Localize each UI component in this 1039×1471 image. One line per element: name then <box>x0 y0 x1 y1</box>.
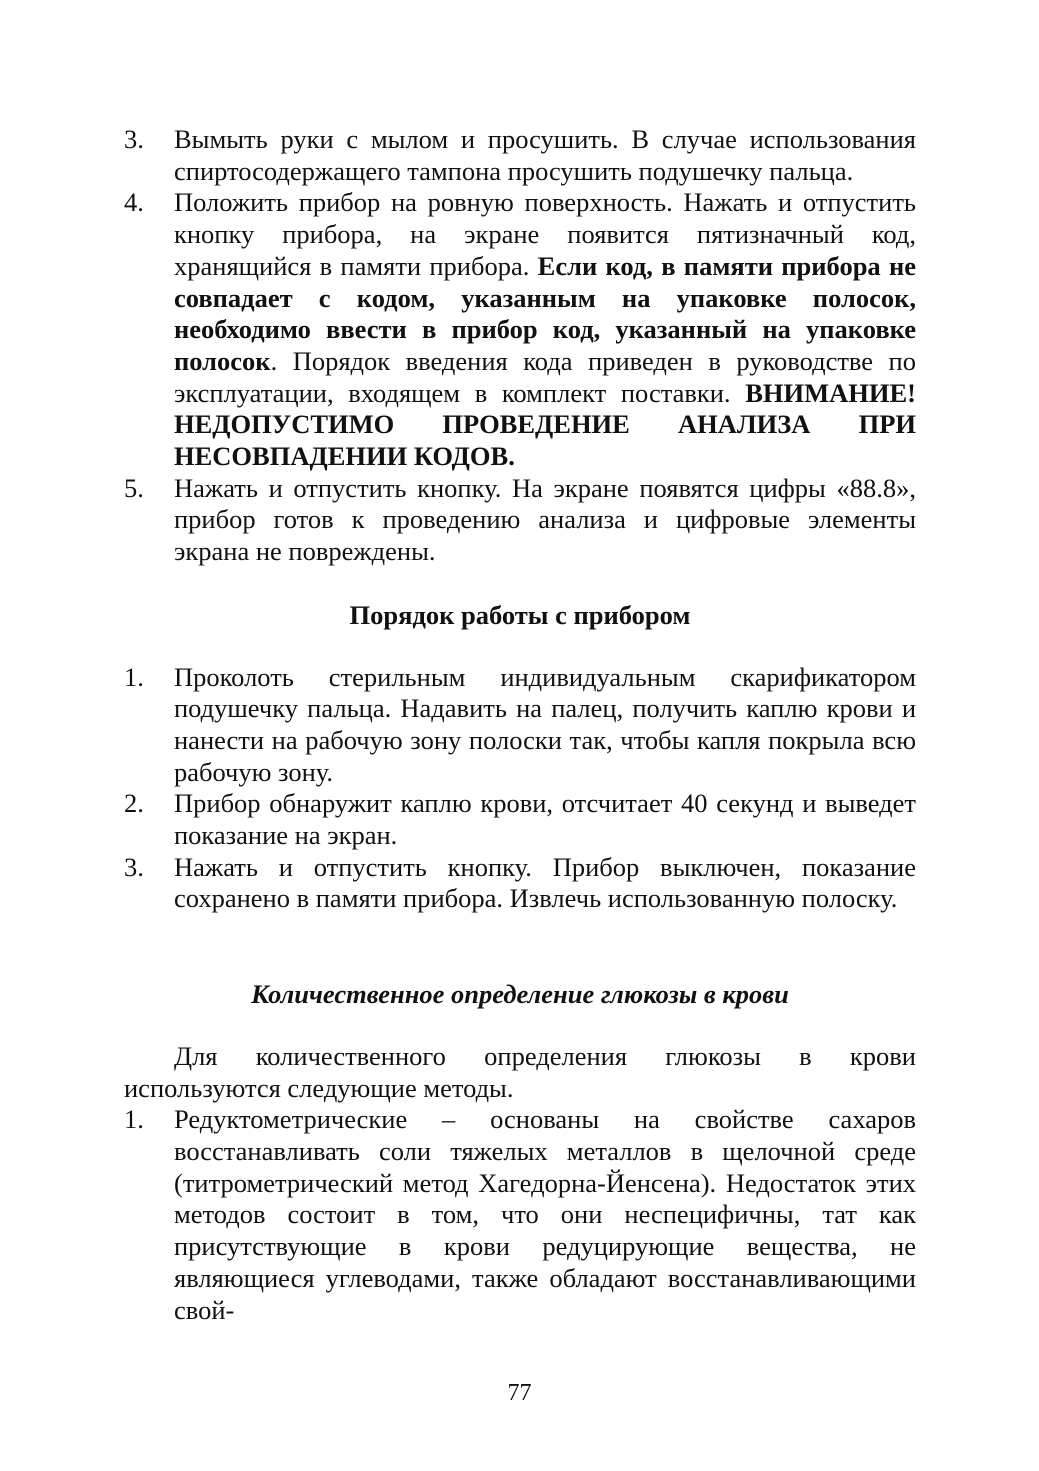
item-number: 4. <box>124 187 144 218</box>
item-number: 1. <box>124 661 144 692</box>
preparation-list <box>124 124 916 568</box>
item-text: Нажать и отпустить кнопку. На экране появятся цифры «88.8», прибор готов к проведению анализа и цифровые элементы экрана не повреждены. <box>174 472 916 567</box>
list-item <box>124 788 916 851</box>
list-item <box>124 187 916 472</box>
work-procedure-list <box>124 662 916 916</box>
list-item <box>124 852 916 915</box>
item-number: 2. <box>124 788 144 819</box>
list-item <box>124 473 916 568</box>
section-heading: Порядок работы с прибором <box>349 599 691 630</box>
list-item <box>124 1104 916 1326</box>
item-text: Вымыть руки с мылом и просушить. В случае использования спиртосодержащего тампона просушить подушечку пальца. <box>174 124 916 186</box>
item-text: Нажать и отпустить кнопку. Прибор выключен, показание сохранено в памяти прибора. Извлечь использованную полоску. <box>174 851 916 914</box>
list-item <box>124 124 916 187</box>
item-number: 1. <box>124 1104 144 1135</box>
item-text: Проколоть стерильным индивидуальным скарификатором подушечку пальца. Надавить на палец, получить каплю крови и нанести на рабочую зону полоски так, чтобы капля покрыла всю рабочую зону. <box>174 661 916 787</box>
warning-text: ВНИМАНИЕ! НЕДОПУСТИМО ПРОВЕДЕНИЕ АНАЛИЗА ПРИ НЕСОВПАДЕНИИ КОДОВ. <box>174 377 916 472</box>
page-body <box>124 124 916 1326</box>
intro-paragraph: Для количественного определения глюкозы в крови используются следующие методы. <box>124 1040 916 1103</box>
item-number: 3. <box>124 124 144 154</box>
section-heading: Количественное определение глюкозы в крови <box>251 979 789 1010</box>
item-text: Положить прибор на ровную поверхность. Нажать и отпустить кнопку прибора, на экране появится пятизначный код, хранящийся в памяти прибора. <box>174 187 916 281</box>
methods-list <box>124 1104 916 1326</box>
item-text: Прибор обнаружит каплю крови, отсчитает 40 секунд и выведет показание на экран. <box>174 788 916 851</box>
item-bold-text: Если код, в памяти прибора не совпадает с кодом, указанным на упаковке полосок, необходимо ввести в прибор код, указанный на упаковке полосок <box>174 250 916 376</box>
list-item <box>124 662 916 789</box>
item-number: 5. <box>124 472 144 503</box>
page-number: 77 <box>507 1380 532 1406</box>
item-text: . Порядок введения кода приведен в руководстве по эксплуатации, входящем в комплект поставки. <box>174 345 916 408</box>
item-number: 3. <box>124 851 144 882</box>
item-text: Редуктометрические – основаны на свойстве сахаров восстанавливать соли тяжелых металлов в щелочной среде (титрометрический метод Хагедорна-Йенсена). Недостаток этих методов состоит в том, что они неспецифичны, тат как присутствующие в крови редуцирующие вещества, не являющиеся углеводами, также обладают восстанавливающими свой- <box>174 1104 916 1325</box>
